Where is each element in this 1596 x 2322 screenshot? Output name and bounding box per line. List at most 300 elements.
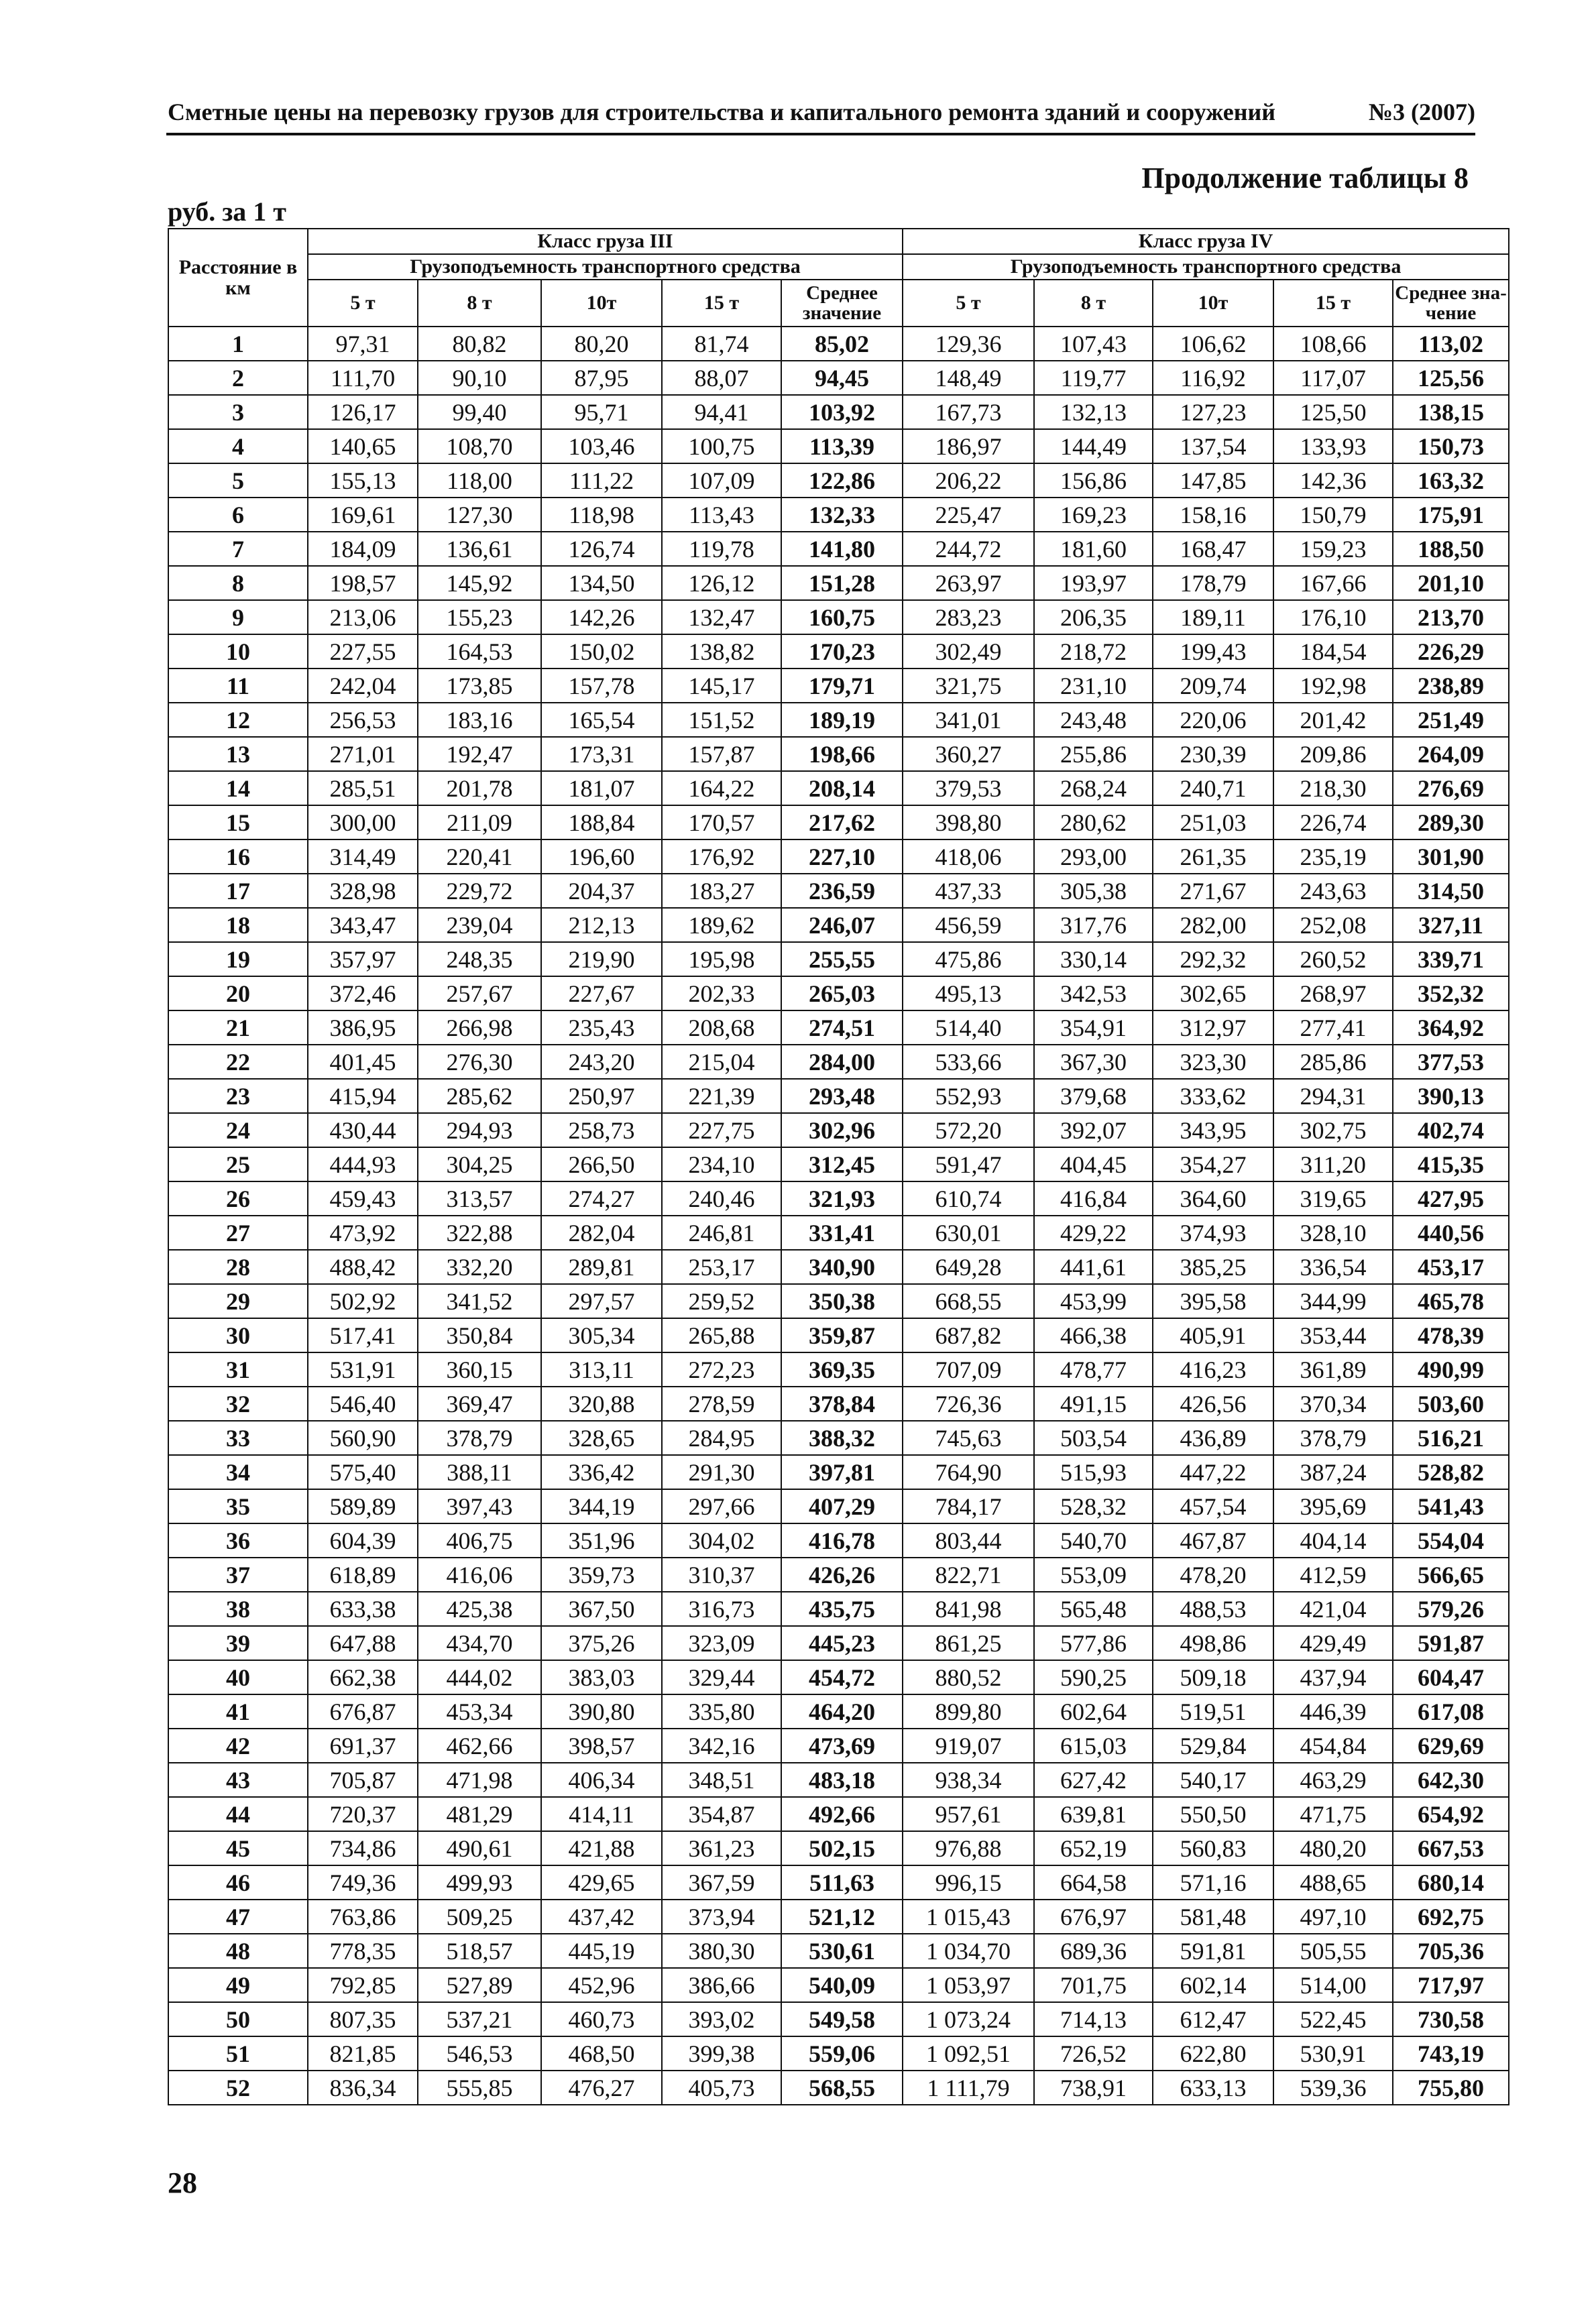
class3-average-cell: 378,84	[781, 1387, 903, 1421]
class3-8t-cell: 276,30	[418, 1045, 541, 1079]
class3-10t-cell: 188,84	[541, 805, 662, 839]
class4-15t-cell: 184,54	[1273, 634, 1393, 669]
class4-15t-cell: 133,93	[1273, 429, 1393, 463]
class3-5t-cell: 271,01	[308, 737, 418, 771]
distance-km-cell: 26	[168, 1181, 308, 1216]
class4-5t-cell: 630,01	[903, 1216, 1034, 1250]
distance-km-cell: 49	[168, 1968, 308, 2002]
class4-15t-cell: 167,66	[1273, 566, 1393, 600]
class3-8t-cell: 201,78	[418, 771, 541, 805]
class4-15t-cell: 201,42	[1273, 703, 1393, 737]
class4-8t-cell: 193,97	[1034, 566, 1153, 600]
class4-8t-cell: 342,53	[1034, 976, 1153, 1010]
class4-8t-cell: 441,61	[1034, 1250, 1153, 1284]
distance-column-header: Расстояние в км	[168, 229, 308, 327]
distance-km-cell: 31	[168, 1352, 308, 1387]
class4-10t-cell: 447,22	[1153, 1455, 1273, 1489]
distance-km-cell: 23	[168, 1079, 308, 1113]
class3-5t-cell: 444,93	[308, 1147, 418, 1181]
class4-8t-cell: 639,81	[1034, 1797, 1153, 1831]
page-number: 28	[168, 2166, 197, 2199]
class4-average-cell: 629,69	[1393, 1729, 1509, 1763]
class3-average-cell: 559,06	[781, 2036, 903, 2071]
class4-5t-cell: 495,13	[903, 976, 1034, 1010]
distance-km-cell: 48	[168, 1934, 308, 1968]
class3-5t-cell: 546,40	[308, 1387, 418, 1421]
class4-5t-cell: 475,86	[903, 942, 1034, 976]
class3-8t-cell: 239,04	[418, 908, 541, 942]
class3-10t-cell: 227,67	[541, 976, 662, 1010]
class4-15t-cell: 446,39	[1273, 1694, 1393, 1729]
class3-10t-cell: 460,73	[541, 2002, 662, 2036]
class4-15t-cell: 277,41	[1273, 1010, 1393, 1045]
class4-10t-cell: 529,84	[1153, 1729, 1273, 1763]
class4-average-cell: 390,13	[1393, 1079, 1509, 1113]
table-row	[168, 1455, 1509, 1489]
class3-average-cell: 492,66	[781, 1797, 903, 1831]
class4-5t-cell: 1 073,24	[903, 2002, 1034, 2036]
class4-5t-cell: 552,93	[903, 1079, 1034, 1113]
class4-10t-cell: 519,51	[1153, 1694, 1273, 1729]
class3-8t-cell: 397,43	[418, 1489, 541, 1523]
class-4-header: Класс груза IV	[903, 229, 1509, 254]
class3-10t-cell: 274,27	[541, 1181, 662, 1216]
table-row	[168, 2071, 1509, 2105]
class4-5t-cell: 437,33	[903, 874, 1034, 908]
table-row	[168, 498, 1509, 532]
class4-average-cell: 490,99	[1393, 1352, 1509, 1387]
class4-15t-cell: 497,10	[1273, 1900, 1393, 1934]
class3-average-cell: 426,26	[781, 1558, 903, 1592]
class3-15t-cell: 297,66	[662, 1489, 781, 1523]
distance-km-cell: 2	[168, 361, 308, 395]
class3-15t-cell: 335,80	[662, 1694, 781, 1729]
class3-5t-cell: 328,98	[308, 874, 418, 908]
class4-15t-cell: 260,52	[1273, 942, 1393, 976]
class3-8t-cell: 257,67	[418, 976, 541, 1010]
class4-10t-cell: 416,23	[1153, 1352, 1273, 1387]
class3-10t-cell: 421,88	[541, 1831, 662, 1865]
class4-5t-cell: 764,90	[903, 1455, 1034, 1489]
class3-5t-cell: 459,43	[308, 1181, 418, 1216]
class3-8t-cell: 127,30	[418, 498, 541, 532]
col-header-10t: 10т	[541, 280, 662, 327]
class3-10t-cell: 165,54	[541, 703, 662, 737]
class3-5t-cell: 502,92	[308, 1284, 418, 1318]
class3-average-cell: 549,58	[781, 2002, 903, 2036]
class4-5t-cell: 148,49	[903, 361, 1034, 395]
class4-10t-cell: 116,92	[1153, 361, 1273, 395]
class3-8t-cell: 90,10	[418, 361, 541, 395]
class4-15t-cell: 505,55	[1273, 1934, 1393, 1968]
class3-10t-cell: 383,03	[541, 1660, 662, 1694]
distance-km-cell: 47	[168, 1900, 308, 1934]
distance-km-cell: 28	[168, 1250, 308, 1284]
class4-15t-cell: 361,89	[1273, 1352, 1393, 1387]
class4-average-cell: 238,89	[1393, 669, 1509, 703]
table-row	[168, 1216, 1509, 1250]
class4-10t-cell: 292,32	[1153, 942, 1273, 976]
class3-8t-cell: 248,35	[418, 942, 541, 976]
table-row	[168, 1147, 1509, 1181]
distance-km-cell: 15	[168, 805, 308, 839]
class4-5t-cell: 321,75	[903, 669, 1034, 703]
class4-15t-cell: 226,74	[1273, 805, 1393, 839]
class4-8t-cell: 367,30	[1034, 1045, 1153, 1079]
class3-8t-cell: 360,15	[418, 1352, 541, 1387]
class3-8t-cell: 499,93	[418, 1865, 541, 1900]
class4-5t-cell: 996,15	[903, 1865, 1034, 1900]
class3-15t-cell: 215,04	[662, 1045, 781, 1079]
distance-km-cell: 9	[168, 600, 308, 634]
class4-8t-cell: 429,22	[1034, 1216, 1153, 1250]
distance-km-cell: 7	[168, 532, 308, 566]
class4-average-cell: 402,74	[1393, 1113, 1509, 1147]
class3-15t-cell: 367,59	[662, 1865, 781, 1900]
class3-8t-cell: 266,98	[418, 1010, 541, 1045]
class4-5t-cell: 302,49	[903, 634, 1034, 669]
table-row	[168, 429, 1509, 463]
class3-10t-cell: 134,50	[541, 566, 662, 600]
class4-10t-cell: 282,00	[1153, 908, 1273, 942]
class4-average-cell: 566,65	[1393, 1558, 1509, 1592]
class3-8t-cell: 462,66	[418, 1729, 541, 1763]
class3-8t-cell: 471,98	[418, 1763, 541, 1797]
class3-average-cell: 350,38	[781, 1284, 903, 1318]
class4-5t-cell: 206,22	[903, 463, 1034, 498]
class3-10t-cell: 398,57	[541, 1729, 662, 1763]
distance-km-cell: 35	[168, 1489, 308, 1523]
class4-15t-cell: 344,99	[1273, 1284, 1393, 1318]
class4-8t-cell: 453,99	[1034, 1284, 1153, 1318]
class4-average-cell: 667,53	[1393, 1831, 1509, 1865]
class4-8t-cell: 293,00	[1034, 839, 1153, 874]
class3-15t-cell: 246,81	[662, 1216, 781, 1250]
class4-8t-cell: 169,23	[1034, 498, 1153, 532]
class3-average-cell: 217,62	[781, 805, 903, 839]
table-row	[168, 1352, 1509, 1387]
class4-average-cell: 364,92	[1393, 1010, 1509, 1045]
class4-8t-cell: 218,72	[1034, 634, 1153, 669]
class4-8t-cell: 107,43	[1034, 327, 1153, 361]
class3-15t-cell: 107,09	[662, 463, 781, 498]
class4-average-cell: 352,32	[1393, 976, 1509, 1010]
class4-8t-cell: 577,86	[1034, 1626, 1153, 1660]
class3-10t-cell: 476,27	[541, 2071, 662, 2105]
class3-10t-cell: 95,71	[541, 395, 662, 429]
table-row	[168, 600, 1509, 634]
class4-8t-cell: 255,86	[1034, 737, 1153, 771]
class4-5t-cell: 591,47	[903, 1147, 1034, 1181]
class4-10t-cell: 261,35	[1153, 839, 1273, 874]
table-row	[168, 1421, 1509, 1455]
class3-8t-cell: 80,82	[418, 327, 541, 361]
table-row	[168, 1831, 1509, 1865]
class3-average-cell: 464,20	[781, 1694, 903, 1729]
class4-5t-cell: 456,59	[903, 908, 1034, 942]
class4-5t-cell: 514,40	[903, 1010, 1034, 1045]
class4-10t-cell: 271,67	[1153, 874, 1273, 908]
class4-8t-cell: 354,91	[1034, 1010, 1153, 1045]
distance-km-cell: 41	[168, 1694, 308, 1729]
table-row	[168, 805, 1509, 839]
class3-15t-cell: 164,22	[662, 771, 781, 805]
distance-km-cell: 14	[168, 771, 308, 805]
class3-10t-cell: 150,02	[541, 634, 662, 669]
class4-10t-cell: 395,58	[1153, 1284, 1273, 1318]
class3-5t-cell: 415,94	[308, 1079, 418, 1113]
class3-8t-cell: 173,85	[418, 669, 541, 703]
class3-5t-cell: 676,87	[308, 1694, 418, 1729]
document-number: №3 (2007)	[1368, 99, 1475, 125]
table-row	[168, 1934, 1509, 1968]
class3-10t-cell: 351,96	[541, 1523, 662, 1558]
class3-8t-cell: 155,23	[418, 600, 541, 634]
class4-average-cell: 138,15	[1393, 395, 1509, 429]
class3-5t-cell: 618,89	[308, 1558, 418, 1592]
class3-5t-cell: 604,39	[308, 1523, 418, 1558]
class4-10t-cell: 467,87	[1153, 1523, 1273, 1558]
class4-10t-cell: 137,54	[1153, 429, 1273, 463]
class3-5t-cell: 300,00	[308, 805, 418, 839]
class4-10t-cell: 457,54	[1153, 1489, 1273, 1523]
class3-10t-cell: 250,97	[541, 1079, 662, 1113]
class4-average-cell: 188,50	[1393, 532, 1509, 566]
class3-15t-cell: 380,30	[662, 1934, 781, 1968]
class3-5t-cell: 589,89	[308, 1489, 418, 1523]
class3-10t-cell: 204,37	[541, 874, 662, 908]
class4-average-cell: 528,82	[1393, 1455, 1509, 1489]
class3-5t-cell: 430,44	[308, 1113, 418, 1147]
class4-5t-cell: 129,36	[903, 327, 1034, 361]
class3-10t-cell: 235,43	[541, 1010, 662, 1045]
running-header	[168, 98, 1475, 126]
distance-km-cell: 1	[168, 327, 308, 361]
class4-15t-cell: 522,45	[1273, 2002, 1393, 2036]
class4-8t-cell: 615,03	[1034, 1729, 1153, 1763]
class3-15t-cell: 157,87	[662, 737, 781, 771]
class4-5t-cell: 244,72	[903, 532, 1034, 566]
class4-8t-cell: 132,13	[1034, 395, 1153, 429]
table-row	[168, 327, 1509, 361]
distance-km-cell: 19	[168, 942, 308, 976]
distance-km-cell: 5	[168, 463, 308, 498]
table-row	[168, 2002, 1509, 2036]
col-header-5t: 5 т	[903, 280, 1034, 327]
class4-average-cell: 327,11	[1393, 908, 1509, 942]
class4-5t-cell: 687,82	[903, 1318, 1034, 1352]
class3-average-cell: 293,48	[781, 1079, 903, 1113]
class4-15t-cell: 209,86	[1273, 737, 1393, 771]
class4-8t-cell: 416,84	[1034, 1181, 1153, 1216]
class4-10t-cell: 178,79	[1153, 566, 1273, 600]
class3-15t-cell: 240,46	[662, 1181, 781, 1216]
distance-km-cell: 27	[168, 1216, 308, 1250]
class3-15t-cell: 145,17	[662, 669, 781, 703]
class3-5t-cell: 140,65	[308, 429, 418, 463]
class3-5t-cell: 734,86	[308, 1831, 418, 1865]
class4-15t-cell: 480,20	[1273, 1831, 1393, 1865]
class3-10t-cell: 437,42	[541, 1900, 662, 1934]
class3-8t-cell: 509,25	[418, 1900, 541, 1934]
class4-8t-cell: 305,38	[1034, 874, 1153, 908]
class4-8t-cell: 491,15	[1034, 1387, 1153, 1421]
class4-5t-cell: 707,09	[903, 1352, 1034, 1387]
distance-km-cell: 16	[168, 839, 308, 874]
class3-10t-cell: 196,60	[541, 839, 662, 874]
distance-km-cell: 10	[168, 634, 308, 669]
class3-8t-cell: 229,72	[418, 874, 541, 908]
header-rule	[166, 133, 1475, 135]
class4-5t-cell: 803,44	[903, 1523, 1034, 1558]
table-row	[168, 1489, 1509, 1523]
class3-10t-cell: 126,74	[541, 532, 662, 566]
class4-average-cell: 163,32	[1393, 463, 1509, 498]
class3-5t-cell: 792,85	[308, 1968, 418, 2002]
class4-10t-cell: 312,97	[1153, 1010, 1273, 1045]
table-row	[168, 1592, 1509, 1626]
class3-15t-cell: 221,39	[662, 1079, 781, 1113]
class4-8t-cell: 540,70	[1034, 1523, 1153, 1558]
class4-15t-cell: 488,65	[1273, 1865, 1393, 1900]
class3-average-cell: 511,63	[781, 1865, 903, 1900]
class3-15t-cell: 183,27	[662, 874, 781, 908]
class3-8t-cell: 341,52	[418, 1284, 541, 1318]
class4-5t-cell: 1 015,43	[903, 1900, 1034, 1934]
class3-8t-cell: 490,61	[418, 1831, 541, 1865]
class4-average-cell: 541,43	[1393, 1489, 1509, 1523]
class3-8t-cell: 434,70	[418, 1626, 541, 1660]
capacity-header-class-3: Грузоподъемность транспортного средства	[308, 254, 903, 280]
class3-15t-cell: 81,74	[662, 327, 781, 361]
class4-5t-cell: 976,88	[903, 1831, 1034, 1865]
table-row	[168, 463, 1509, 498]
class3-average-cell: 236,59	[781, 874, 903, 908]
table-body	[168, 327, 1509, 2105]
distance-km-cell: 21	[168, 1010, 308, 1045]
class4-10t-cell: 168,47	[1153, 532, 1273, 566]
class4-8t-cell: 726,52	[1034, 2036, 1153, 2071]
class3-8t-cell: 304,25	[418, 1147, 541, 1181]
table-row	[168, 1387, 1509, 1421]
class4-average-cell: 264,09	[1393, 737, 1509, 771]
distance-km-cell: 50	[168, 2002, 308, 2036]
class4-average-cell: 377,53	[1393, 1045, 1509, 1079]
class4-5t-cell: 649,28	[903, 1250, 1034, 1284]
class4-10t-cell: 426,56	[1153, 1387, 1273, 1421]
class4-average-cell: 453,17	[1393, 1250, 1509, 1284]
class3-5t-cell: 807,35	[308, 2002, 418, 2036]
class4-8t-cell: 664,58	[1034, 1865, 1153, 1900]
class4-15t-cell: 125,50	[1273, 395, 1393, 429]
class3-15t-cell: 113,43	[662, 498, 781, 532]
class4-8t-cell: 738,91	[1034, 2071, 1153, 2105]
class4-8t-cell: 268,24	[1034, 771, 1153, 805]
class3-8t-cell: 537,21	[418, 2002, 541, 2036]
class3-5t-cell: 647,88	[308, 1626, 418, 1660]
class4-8t-cell: 652,19	[1034, 1831, 1153, 1865]
table-row	[168, 1045, 1509, 1079]
class4-average-cell: 743,19	[1393, 2036, 1509, 2071]
class3-8t-cell: 527,89	[418, 1968, 541, 2002]
class3-15t-cell: 227,75	[662, 1113, 781, 1147]
class4-15t-cell: 235,19	[1273, 839, 1393, 874]
class3-5t-cell: 401,45	[308, 1045, 418, 1079]
class4-5t-cell: 938,34	[903, 1763, 1034, 1797]
class3-average-cell: 189,19	[781, 703, 903, 737]
class4-8t-cell: 602,64	[1034, 1694, 1153, 1729]
class3-average-cell: 94,45	[781, 361, 903, 395]
class3-10t-cell: 375,26	[541, 1626, 662, 1660]
class4-8t-cell: 714,13	[1034, 2002, 1153, 2036]
class4-10t-cell: 509,18	[1153, 1660, 1273, 1694]
class3-8t-cell: 406,75	[418, 1523, 541, 1558]
class4-10t-cell: 633,13	[1153, 2071, 1273, 2105]
class3-15t-cell: 361,23	[662, 1831, 781, 1865]
class4-5t-cell: 263,97	[903, 566, 1034, 600]
class4-10t-cell: 199,43	[1153, 634, 1273, 669]
class3-15t-cell: 342,16	[662, 1729, 781, 1763]
class3-15t-cell: 94,41	[662, 395, 781, 429]
class3-15t-cell: 259,52	[662, 1284, 781, 1318]
class3-average-cell: 113,39	[781, 429, 903, 463]
distance-km-cell: 52	[168, 2071, 308, 2105]
class3-average-cell: 227,10	[781, 839, 903, 874]
class4-15t-cell: 353,44	[1273, 1318, 1393, 1352]
class3-10t-cell: 313,11	[541, 1352, 662, 1387]
table-row	[168, 1865, 1509, 1900]
class4-average-cell: 201,10	[1393, 566, 1509, 600]
class3-5t-cell: 633,38	[308, 1592, 418, 1626]
class4-15t-cell: 336,54	[1273, 1250, 1393, 1284]
table-row	[168, 1558, 1509, 1592]
class4-8t-cell: 379,68	[1034, 1079, 1153, 1113]
class4-15t-cell: 117,07	[1273, 361, 1393, 395]
class3-10t-cell: 336,42	[541, 1455, 662, 1489]
class3-average-cell: 397,81	[781, 1455, 903, 1489]
class4-15t-cell: 142,36	[1273, 463, 1393, 498]
table-row	[168, 976, 1509, 1010]
class3-8t-cell: 192,47	[418, 737, 541, 771]
class4-10t-cell: 147,85	[1153, 463, 1273, 498]
class4-5t-cell: 418,06	[903, 839, 1034, 874]
class4-average-cell: 478,39	[1393, 1318, 1509, 1352]
class4-average-cell: 717,97	[1393, 1968, 1509, 2002]
class4-15t-cell: 328,10	[1273, 1216, 1393, 1250]
class3-15t-cell: 195,98	[662, 942, 781, 976]
distance-km-cell: 45	[168, 1831, 308, 1865]
class3-10t-cell: 297,57	[541, 1284, 662, 1318]
class3-5t-cell: 662,38	[308, 1660, 418, 1694]
class3-5t-cell: 749,36	[308, 1865, 418, 1900]
table-row	[168, 2036, 1509, 2071]
class4-15t-cell: 159,23	[1273, 532, 1393, 566]
distance-km-cell: 11	[168, 669, 308, 703]
class3-5t-cell: 285,51	[308, 771, 418, 805]
class4-10t-cell: 550,50	[1153, 1797, 1273, 1831]
class4-average-cell: 251,49	[1393, 703, 1509, 737]
class4-average-cell: 730,58	[1393, 2002, 1509, 2036]
table-row	[168, 1729, 1509, 1763]
class4-10t-cell: 106,62	[1153, 327, 1273, 361]
class3-average-cell: 141,80	[781, 532, 903, 566]
class4-15t-cell: 150,79	[1273, 498, 1393, 532]
distance-km-cell: 43	[168, 1763, 308, 1797]
class3-15t-cell: 348,51	[662, 1763, 781, 1797]
class3-average-cell: 274,51	[781, 1010, 903, 1045]
class4-average-cell: 415,35	[1393, 1147, 1509, 1181]
class4-15t-cell: 437,94	[1273, 1660, 1393, 1694]
